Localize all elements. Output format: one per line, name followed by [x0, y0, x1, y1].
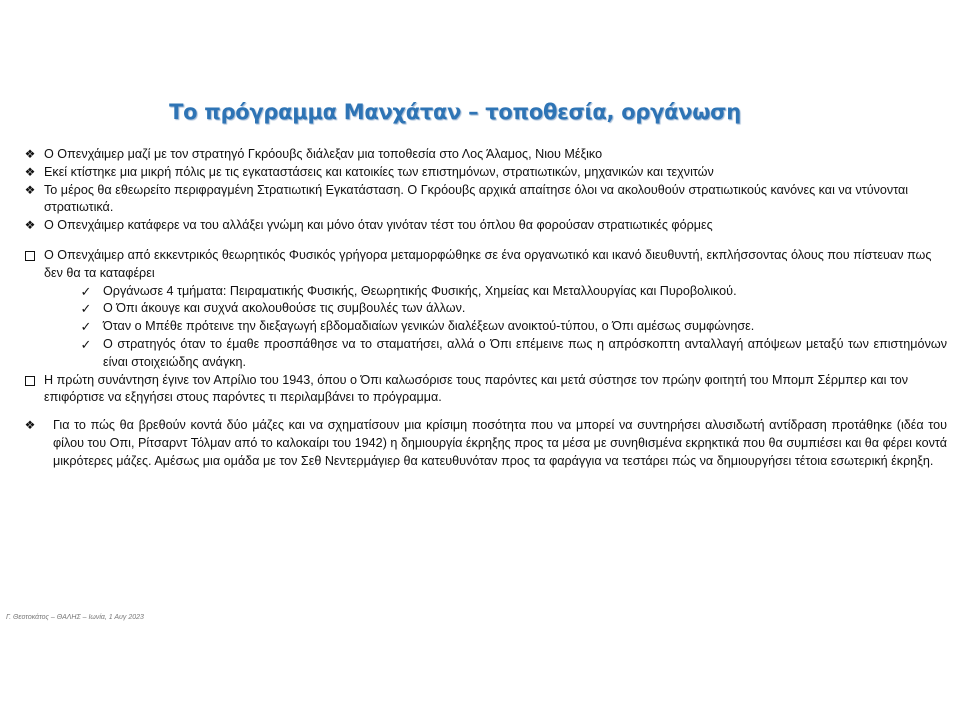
bullet-item [22, 146, 947, 164]
footer-credit: Γ. Θεοτοκάτος – ΘΑΛΗΣ – Ιωνία, 1 Αυγ 2023 [6, 614, 144, 621]
diamond-bullet-icon: ❖ [24, 418, 36, 433]
bullet-item [22, 417, 947, 470]
check-text: Οργάνωσε 4 τμήματα: Πειραματικής Φυσικής, Θεωρητικής Φυσικής, Χημείας και Μεταλλουργίας και Πυροβολικού. [103, 283, 737, 298]
check-text: Όταν ο Μπέθε πρότεινε την διεξαγωγή εβδομαδιαίων γενικών διαλέξεων ανοικτού-τύπου, ο Όπι αμέσως συμφώνησε. [103, 319, 755, 334]
diamond-bullet-icon: ❖ [24, 164, 36, 179]
diamond-bullet-icon: ❖ [24, 218, 36, 233]
check-item [22, 300, 947, 318]
bullet-item [22, 182, 947, 218]
slide-content [22, 146, 947, 471]
check-icon: ✓ [80, 283, 92, 299]
square-bullet-item [22, 247, 947, 283]
bullet-text: Ο Οπενχάιμερ από εκκεντρικός θεωρητικός Φυσικός γρήγορα μεταμορφώθηκε σε ένα οργανωτικό και ικανό διευθυντή, εκπλήσσοντας όλους που πίστευαν πως δεν θα τα καταφέρει [44, 247, 932, 280]
check-icon: ✓ [80, 301, 92, 317]
check-item [22, 318, 947, 336]
bullet-text: Ο Οπενχάιμερ μαζί με τον στρατηγό Γκρόουβς διάλεξαν μια τοποθεσία στο Λος Άλαμος, Νιου Μέξικο [44, 147, 603, 161]
check-item [22, 283, 947, 301]
diamond-bullet-icon: ❖ [24, 147, 36, 161]
bullet-text: Η πρώτη συνάντηση έγινε τον Απρίλιο του 1943, όπου ο Όπι καλωσόρισε τους παρόντες και μετά σύστησε τον πρώην φοιτητή του Μπομπ Σέρμπερ και τον επιφόρτισε να εξηγήσει στους παρόντες τι περιλαμβάνει το πρόγραμμα. [44, 372, 909, 405]
check-text: Ο στρατηγός όταν το έμαθε προσπάθησε να το σταματήσει, αλλά ο Όπι επέμεινε πως η απρόσκοπτη ανταλλαγή απόψεων μεταξύ των επιστημόνων είναι στοιχειώδης ανάγκη. [103, 336, 947, 369]
check-icon: ✓ [80, 336, 92, 352]
bullet-item [22, 217, 947, 235]
check-item [22, 336, 947, 372]
square-bullet-item [22, 372, 947, 408]
check-icon: ✓ [80, 319, 92, 335]
bullet-item [22, 164, 947, 182]
check-text: Ο Όπι άκουγε και συχνά ακολουθούσε τις συμβουλές των άλλων. [103, 301, 466, 316]
bullet-text: Για το πώς θα βρεθούν κοντά δύο μάζες και να σχηματίσουν μια κρίσιμη ποσότητα που να μπορεί να συντηρήσει αλυσιδωτή αντίδραση προτάθηκε (ιδέα του φίλου του Οπι, Ρίτσαρντ Τόλμαν από το καλοκαίρι του 1942) η δημιουργία έκρηξης προς τα μέσα με συνηθισμένα εκρηκτικά που θα συμπιέσει και θα φέρει κοντά μικρότερες μάζες. Αμέσως μια ομάδα με τον Σεθ Νεντερμάγιερ θα κατευθυνόταν προς τα φαράγγια να τεστάρει πώς να δημιουργήσει τέτοια εσωτερική έκρηξη. [53, 418, 947, 468]
square-bullet-icon [22, 247, 38, 267]
square-bullet-icon [22, 372, 38, 392]
slide-title: Το πρόγραμμα Μανχάταν – τοποθεσία, οργάνωση [169, 100, 741, 124]
bullet-text: Εκεί κτίστηκε μια μικρή πόλις με τις εγκαταστάσεις και κατοικίες των επιστημόνων, στρατιωτικών, μηχανικών και τεχνιτών [44, 164, 714, 179]
diamond-bullet-icon: ❖ [24, 182, 36, 197]
bullet-text: Ο Οπενχάιμερ κατάφερε να του αλλάξει γνώμη και μόνο όταν γινόταν τέστ του όπλου θα φορούσαν στρατιωτικές φόρμες [44, 218, 713, 233]
bullet-text: Το μέρος θα εθεωρείτο περιφραγμένη Στρατιωτική Εγκατάσταση. Ο Γκρόουβς αρχικά απαίτησε όλοι να ακολουθούν στρατιωτικούς κανόνες και να ντύνονται στρατιωτικά. [44, 182, 909, 215]
